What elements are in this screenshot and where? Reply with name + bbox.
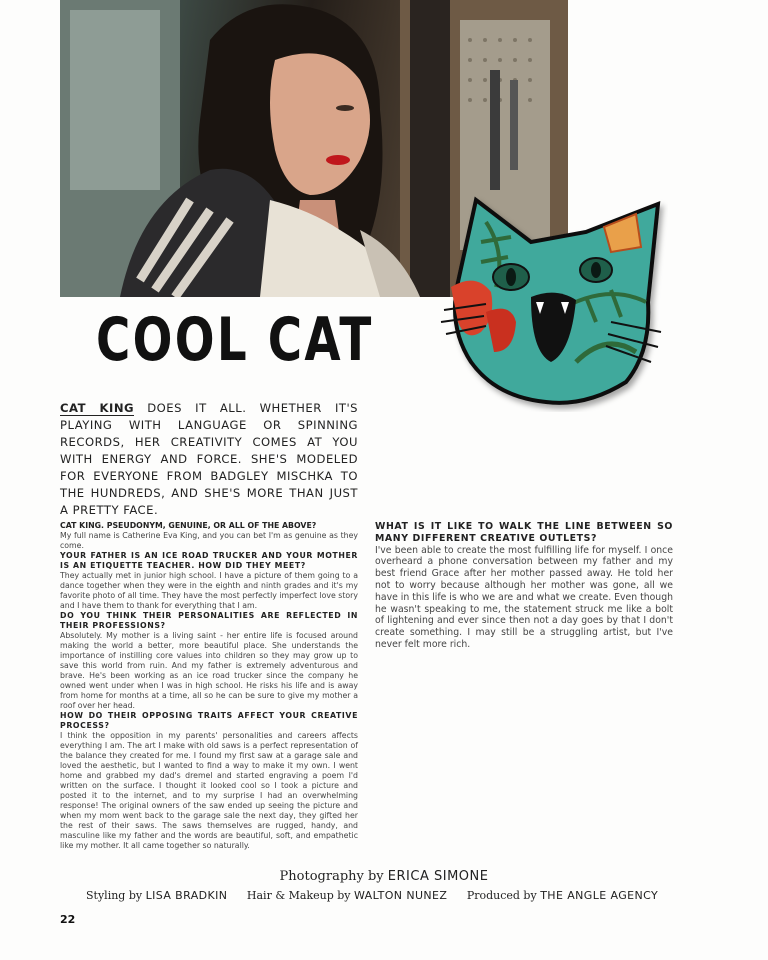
hair-artist-name: WALTON NUNEZ xyxy=(354,889,448,902)
intro-lead: CAT KING xyxy=(60,401,135,415)
answer-2: They actually met in junior high school. I have a picture of them going to a dance together when they were in the eighth and ninth grades and it's my favorite photo of all time. They have the most perfectly imperfect love story and I have them to thank for everything that I am. xyxy=(60,571,358,610)
styling-label: Styling by xyxy=(86,889,143,902)
interview-column-right xyxy=(375,521,673,651)
question-2: YOUR FATHER IS AN ICE ROAD TRUCKER AND YOUR MOTHER IS AN ETIQUETTE TEACHER. HOW DID THEY MEET? xyxy=(60,551,358,570)
question-4: HOW DO THEIR OPPOSING TRAITS AFFECT YOUR CREATIVE PROCESS? xyxy=(60,711,358,730)
stylist-name: LISA BRADKIN xyxy=(145,889,228,902)
answer-5: I've been able to create the most fulfilling life for myself. I once overheard a phone conversation between my father and my best friend Grace after her mother passed away. He told her not to worry because although her mother was gone, all we have in this life is who we are and what we create. Even though he wasn't speaking to me, the statement struck me like a bolt of lightening and ever since then not a day goes by that I don't create something. I may still be a struggling artist, but I've never felt more rich. xyxy=(375,544,673,650)
team-credits xyxy=(86,889,658,902)
produced-label: Produced by xyxy=(466,889,537,902)
interview-column-left xyxy=(60,521,358,851)
page-number: 22 xyxy=(60,913,76,926)
answer-1: My full name is Catherine Eva King, and you can bet I'm as genuine as they come. xyxy=(60,531,358,550)
question-3: DO YOU THINK THEIR PERSONALITIES ARE REFLECTED IN THEIR PROFESSIONS? xyxy=(60,611,358,630)
photography-credit xyxy=(0,869,768,884)
cat-head-illustration xyxy=(436,192,668,412)
hair-label: Hair & Makeup by xyxy=(246,889,351,902)
photography-label: Photography by xyxy=(279,869,384,884)
article-title: COOL CAT xyxy=(96,305,374,375)
question-5: WHAT IS IT LIKE TO WALK THE LINE BETWEEN SO MANY DIFFERENT CREATIVE OUTLETS? xyxy=(375,521,673,544)
question-1: CAT KING. PSEUDONYM, GENUINE, OR ALL OF THE ABOVE? xyxy=(60,521,317,530)
intro-text: DOES IT ALL. WHETHER IT'S PLAYING WITH LANGUAGE OR SPINNING RECORDS, HER CREATIVITY COMES AT YOU WITH ENERGY AND FORCE. SHE'S MODELED FOR EVERYONE FROM BADGLEY MISCHKA TO THE HUNDREDS, AND SHE'S MORE THAN JUST A PRETTY FACE. xyxy=(60,401,358,517)
photographer-name: ERICA SIMONE xyxy=(387,869,489,884)
answer-4: I think the opposition in my parents' personalities and careers affects everything I am. The art I make with old saws is a perfect representation of the balance they created for me. I found my first saw at a garage sale and loved the aesthetic, but I wanted to find a way to make it my own. I went home and grabbed my dad's dremel and started engraving a poem I'd written on the surface. I thought it looked cool so I took a picture and posted it to the internet, and to my surprise I had an overwhelming response! The original owners of the saw ended up seeing the picture and when my mom went back to the garage sale the next day, they gifted her the rest of their saws. The saws themselves are rugged, handy, and masculine like my father and the words are beautiful, soft, and empathetic like my mother. It all came together so naturally. xyxy=(60,731,358,850)
producer-name: THE ANGLE AGENCY xyxy=(540,889,659,902)
article-intro xyxy=(60,400,358,519)
answer-3: Absolutely. My mother is a living saint - her entire life is focused around making the world a better, more beautiful place. She understands the importance of instilling core values into children so they may grow up to save this world from ruin. And my father is extremely adventurous and brave. He's been working as an ice road trucker since the company he owned went under when I was in high school. He risks his life and is away from home for months at a time, all so he can be sure to give my mother a roof over her head. xyxy=(60,631,358,710)
